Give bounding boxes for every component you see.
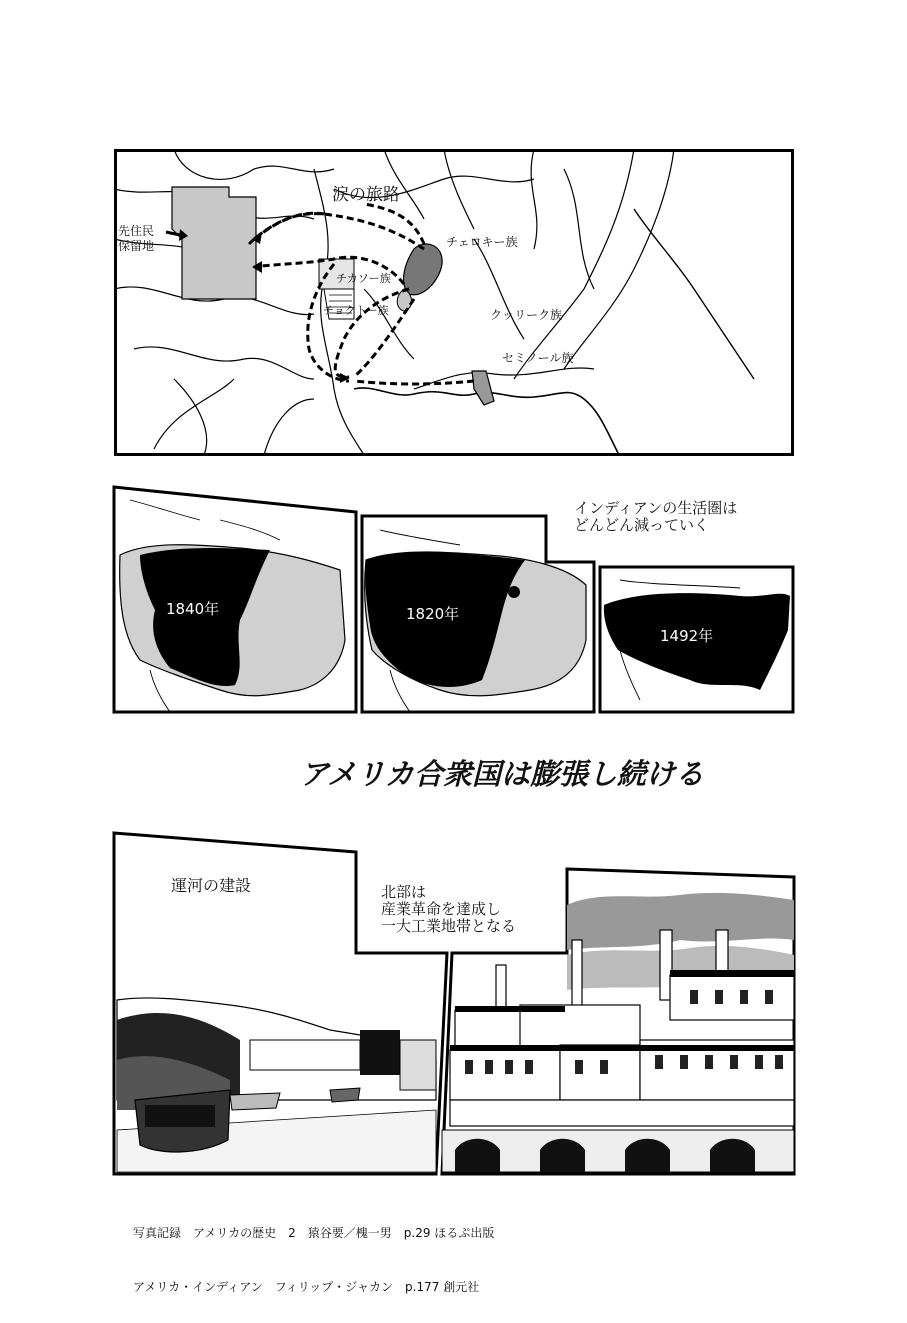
cherokee-label: チェロキー族 <box>446 235 518 249</box>
year-label-1492: 1492年 <box>660 627 714 645</box>
canal-caption: 運河の建設 <box>171 876 252 895</box>
reservation-label: 先住民 保留地 <box>118 224 155 253</box>
headline: アメリカ合衆国は膨張し続ける <box>300 757 704 791</box>
trail-title: 涙の旅路 <box>332 185 400 205</box>
chickasaw-label: チカソー族 <box>336 272 391 285</box>
seminole-label: セミノール族 <box>502 351 574 365</box>
credit-line-1: 写真記録 アメリカの歴史 2 猿谷要／槐一男 p.29 ほるぷ出版 <box>133 1226 495 1240</box>
year-label-1820: 1820年 <box>406 605 460 623</box>
choctaw-label: チョクトー族 <box>323 304 389 317</box>
territory-caption: インディアンの生活圏は どんどん減っていく <box>574 499 738 534</box>
industry-caption: 北部は 産業革命を達成し 一大工業地帯となる <box>381 883 517 935</box>
credit-line-2: アメリカ・インディアン フィリップ・ジャカン p.177 創元社 <box>133 1280 480 1294</box>
source-credits <box>133 1188 494 1314</box>
year-label-1840: 1840年 <box>166 600 220 618</box>
creek-label: クッリーク族 <box>490 308 563 322</box>
